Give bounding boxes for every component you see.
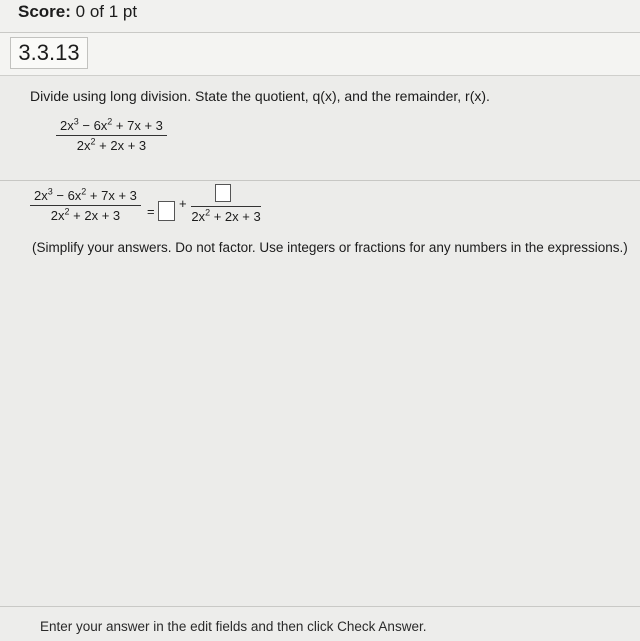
problem-header [0,33,640,76]
remainder-denominator: $2x^2 + 2x + 3$ [191,207,261,224]
remainder-input[interactable] [215,184,231,202]
score-text [18,2,137,22]
answer-lhs-numerator: $2x^3 - 6x^2 + 7x + 3$ [34,186,137,203]
remainder-fraction [191,184,261,224]
problem-number: 3.3.13 [10,37,88,69]
instruction-note: (Simplify your answers. Do not factor. Use integers or fractions for any numbers in the expressions.) [32,240,628,255]
score-label: Score: [18,2,71,21]
given-fraction [56,118,167,153]
instruction-text: Divide using long division. State the quotient, q(x), and the remainder, r(x). [30,88,490,104]
score-bar [0,0,640,33]
remainder-numerator [191,184,261,206]
given-numerator: $2x^3 - 6x^2 + 7x + 3$ [60,116,163,133]
footer-instruction: Enter your answer in the edit fields and then click Check Answer. [40,619,427,634]
equals-sign: = [147,204,155,219]
answer-lhs-fraction [30,188,141,223]
footer-bar [0,606,640,641]
quotient-input[interactable] [158,201,175,221]
given-denominator: $2x^2 + 2x + 3$ [76,136,147,153]
section-divider [0,180,640,181]
plus-sign: + [179,196,187,211]
answer-lhs-denominator: $2x^2 + 2x + 3$ [50,206,121,223]
score-value: 0 of 1 pt [75,2,138,21]
question-panel [0,76,640,606]
